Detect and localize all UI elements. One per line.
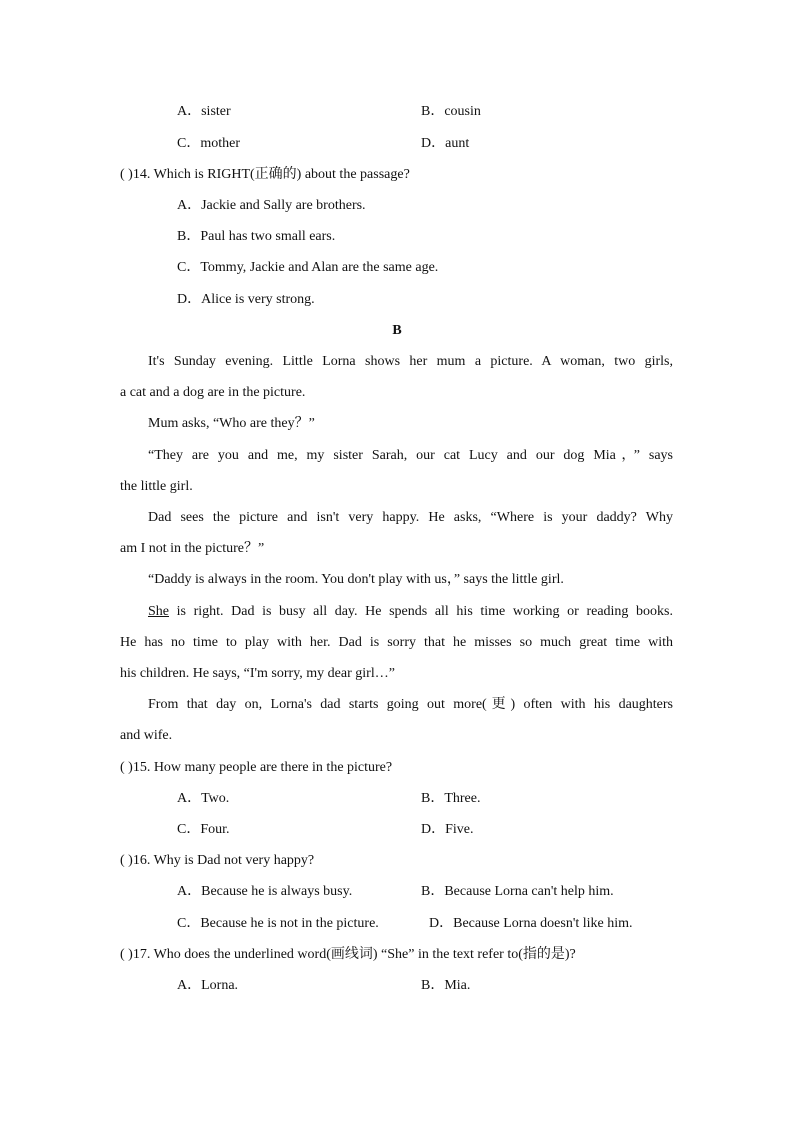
passage-p6-line3: his children. He says, “I'm sorry, my dear girl…”	[120, 666, 395, 681]
q14-option-c: C．Tommy, Jackie and Alan are the same age.	[177, 260, 439, 275]
q15-option-c: C．Four.	[177, 822, 230, 837]
passage-p6-line1-rest: is right. Dad is busy all day. He spends all his time working or reading books.	[169, 604, 673, 619]
passage-p6-line2: He has no time to play with her. Dad is sorry that he misses so much great time with	[120, 635, 673, 650]
q14-option-a: A．Jackie and Sally are brothers.	[177, 198, 366, 213]
q13-option-d: D．aunt	[421, 136, 470, 151]
q16-option-d: D．Because Lorna doesn't like him.	[429, 916, 633, 931]
q16-option-c: C．Because he is not in the picture.	[177, 916, 379, 931]
q15-option-b: B．Three.	[421, 791, 481, 806]
q13-option-c: C．mother	[177, 136, 240, 151]
q14-option-d: D．Alice is very strong.	[177, 292, 315, 307]
passage-p4-line2: am I not in the picture？”	[120, 541, 265, 556]
underlined-word-she: She	[148, 604, 169, 619]
q17-option-a: A．Lorna.	[177, 978, 239, 993]
passage-p6-line1	[120, 603, 673, 621]
q15-stem: ( )15. How many people are there in the picture?	[120, 760, 393, 775]
q16-stem: ( )16. Why is Dad not very happy?	[120, 853, 315, 868]
q16-option-a: A．Because he is always busy.	[177, 884, 353, 899]
passage-p1-line1: It's Sunday evening. Little Lorna shows her mum a picture. A woman, two girls,	[148, 354, 673, 369]
q17-stem: ( )17. Who does the underlined word(画线词) “She” in the text refer to(指的是)?	[120, 947, 576, 962]
passage-p3-line2: the little girl.	[120, 479, 193, 494]
q15-option-d: D．Five.	[421, 822, 474, 837]
passage-p4-line1: Dad sees the picture and isn't very happy. He asks, “Where is your daddy? Why	[148, 510, 673, 525]
q15-option-a: A．Two.	[177, 791, 230, 806]
passage-p5: “Daddy is always in the room. You don't play with us，” says the little girl.	[148, 572, 564, 587]
q14-stem: ( )14. Which is RIGHT(正确的) about the passage?	[120, 167, 410, 182]
passage-p2: Mum asks, “Who are they？”	[148, 416, 315, 431]
q17-option-b: B．Mia.	[421, 978, 471, 993]
passage-p7-line1: From that day on, Lorna's dad starts going out more(更) often with his daughters	[148, 697, 673, 712]
passage-p7-line2: and wife.	[120, 728, 173, 743]
q16-option-b: B．Because Lorna can't help him.	[421, 884, 614, 899]
q14-option-b: B．Paul has two small ears.	[177, 229, 336, 244]
q13-option-b: B．cousin	[421, 104, 481, 119]
q13-option-a: A．sister	[177, 104, 231, 119]
passage-p3-line1: “They are you and me, my sister Sarah, our cat Lucy and our dog Mia，” says	[148, 448, 673, 463]
section-heading: B	[392, 323, 402, 338]
passage-p1-line2: a cat and a dog are in the picture.	[120, 385, 306, 400]
